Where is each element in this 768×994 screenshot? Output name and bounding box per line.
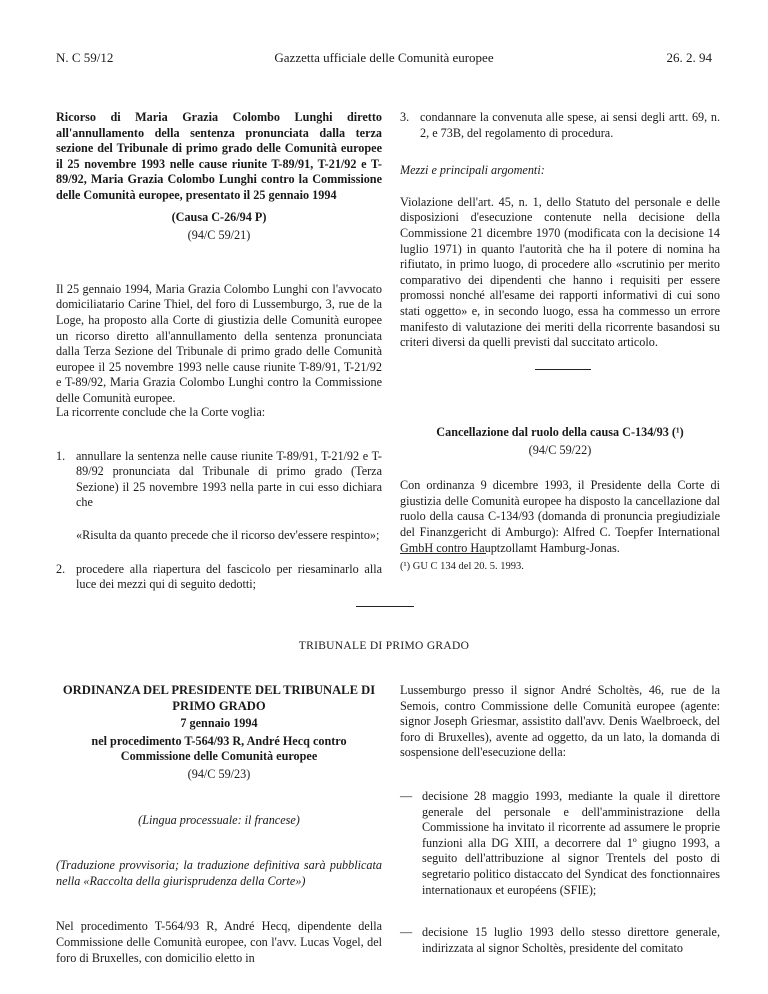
left-column-requests [56, 405, 382, 593]
removal-notice [400, 425, 720, 556]
notice-reference: (94/C 59/21) [187, 228, 251, 243]
request-item-3 [400, 110, 720, 141]
request-item-2-text: procedere alla riapertura del fascicolo per riesaminarlo alla luce dei mezzi qui di seguito dedotti; [76, 561, 382, 592]
requests-intro: La ricorrente conclude che la Corte voglia: [56, 405, 266, 419]
section-divider [356, 606, 414, 607]
request-item-2-number: 2. [56, 561, 66, 576]
request-item-1 [56, 449, 382, 511]
request-quote-text: «Risulta da quanto precede che il ricorso dev'essere respinto»; [76, 527, 380, 542]
decision-item-1-dash: — [400, 788, 413, 803]
header-page-number: N. C 59/12 [56, 50, 114, 65]
footnote: (¹) GU C 134 del 20. 5. 1993. [400, 561, 524, 572]
removal-title: Cancellazione dal ruolo della causa C-134/93 (¹) [436, 425, 684, 439]
order-translation-note: (Traduzione provvisoria; la traduzione definitiva sarà pubblicata nella «Raccolta della giurisprudenza della Corte») [56, 858, 382, 888]
request-item-3-text: condannare la convenuta alle spese, ai sensi degli artt. 69, n. 2, e 73B, del regolamento di procedura. [420, 110, 720, 140]
order-body-start: Nel procedimento T-564/93 R, André Hecq, dipendente della Commissione delle Comunità europee, con l'avv. Lucas Vogel, del foro di Bruxelles, con domicilio eletto in [56, 919, 382, 965]
removal-body: Con ordinanza 9 dicembre 1993, il Presidente della Corte di giustizia delle Comunità europee ha disposto la cancellazione dal ruolo della causa C-134/93 (domanda di pronuncia pregiudiziale del Finanzgericht di Amburgo): Alfred C. Toepfer International GmbH contro Hauptzollamt Hamburg-Jonas. [400, 478, 720, 555]
order-language: (Lingua processuale: il francese) [138, 812, 300, 827]
order-subtitle: nel procedimento T-564/93 R, André Hecq contro Commissione delle Comunità europee [91, 733, 347, 764]
footnote-rule [400, 553, 486, 554]
section-heading: TRIBUNALE DI PRIMO GRADO [298, 640, 470, 652]
right-column-lower [400, 683, 720, 956]
order-body-continued: Lussemburgo presso il signor André Scholtès, 46, rue de la Semois, contro Commissione delle Comunità europee (agente: signor Joseph Griesmar, assistito dall'avv. Denis Waelbroeck, del foro di Bruxelles), avente ad oggetto, da un lato, la domanda di sospensione dell'esecuzione della: [400, 683, 720, 760]
decision-item-1-text: decisione 28 maggio 1993, mediante la quale il direttore generale del personale e dell'amministrazione della Commissione ha invitato il ricorrente ad assumere le proprie funzioni alla DG XIII, a decorrere dal 1º giugno 1993, a seguito dell'attribuzione al signor Trentels del posto di segretario politico distaccato del Syndicat des fonctionnaires internationaux et européens (SFIE); [422, 788, 720, 897]
request-item-1-number: 1. [56, 448, 66, 463]
order-reference: (94/C 59/23) [187, 766, 251, 781]
order-title: ORDINANZA DEL PRESIDENTE DEL TRIBUNALE DI PRIMO GRADO [62, 683, 376, 713]
notice-body: Il 25 gennaio 1994, Maria Grazia Colombo Lunghi con l'avvocato domiciliatario Carine Thiel, del foro di Lussemburgo, 3, rue de la Loge, ha proposto alla Corte di giustizia delle Comunità europee un ricorso diretto all'annullamento della sentenza pronunciata dalla Terza Sezione del Tribunale di primo grado delle Comunità europee il 25 novembre 1993 nelle cause riunite T-89/91, T-21/92 e T-89/92, Maria Grazia Colombo Lunghi contro la Commissione delle Comunità europee. [56, 281, 382, 405]
request-item-2 [56, 562, 382, 593]
right-column-upper [400, 110, 720, 351]
request-quote [56, 528, 382, 544]
order-date: 7 gennaio 1994 [180, 716, 258, 731]
notice-case-number: (Causa C-26/94 P) [171, 209, 267, 224]
request-item-3-number: 3. [400, 110, 410, 124]
arguments-body: Violazione dell'art. 45, n. 1, dello Statuto del personale e delle disposizioni d'esecuzione contenute nella decisione della Commissione 21 dicembre 1970 (modificata con la decisione 14 luglio 1971) in quanto l'autorità che ha il potere di nomina ha rifiutato, in primo luogo, di procedere allo «scrutinio per merito comparativo dei dipendenti che hanno i requisiti per essere promossi nonché all'esame dei rapporti informativi di cui sono stati oggetto» e, in secondo luogo, essa ha commesso un errore manifesto di valutazione dei meriti della ricorrente basandosi su criteri diversi da quelli previsti dal succitato articolo. [400, 194, 720, 350]
left-column-lower [56, 683, 382, 966]
decision-item-1 [400, 789, 720, 898]
divider-short [535, 369, 591, 370]
header-date: 26. 2. 94 [666, 50, 712, 65]
decision-item-2 [400, 925, 720, 956]
left-column-upper [56, 110, 382, 407]
decision-item-2-dash: — [400, 925, 413, 940]
removal-reference: (94/C 59/22) [528, 442, 592, 457]
notice-title: Ricorso di Maria Grazia Colombo Lunghi diretto all'annullamento della sentenza pronunciata dalla terza sezione del Tribunale di primo grado delle Comunità europee il 25 novembre 1993 nelle cause riunite T-89/91, T-21/92 e T-89/92, Maria Grazia Colombo Lunghi contro la Commissione delle Comunità europee, presentato il 25 gennaio 1994 [56, 110, 382, 202]
arguments-heading: Mezzi e principali argomenti: [400, 163, 545, 178]
header-journal-title: Gazzetta ufficiale delle Comunità europee [274, 50, 494, 65]
decision-item-2-text: decisione 15 luglio 1993 dello stesso direttore generale, indirizzata al signor Scholtès, presidente del comitato [422, 925, 720, 955]
request-item-1-text: annullare la sentenza nelle cause riunite T-89/91, T-21/92 e T-89/92 pronunciata dal Tribunale di primo grado (Terza Sezione) il 25 novembre 1993 nella parte in cui esso dichiara che [76, 448, 382, 510]
